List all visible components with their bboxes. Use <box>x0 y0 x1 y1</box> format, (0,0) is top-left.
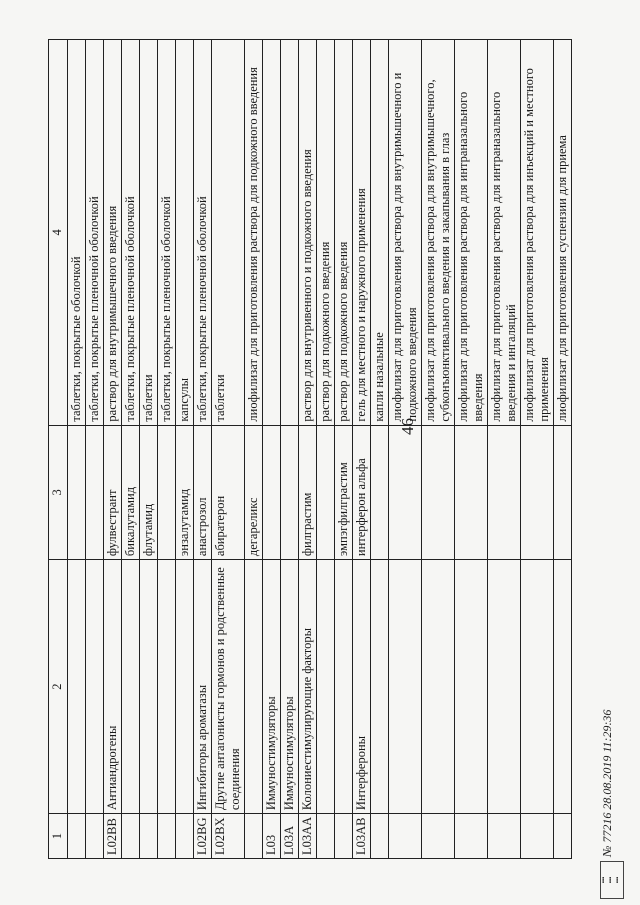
table-cell-c4: лиофилизат для приготовления раствора для инъекций и местного применения <box>521 40 554 426</box>
table-cell-c3 <box>389 425 422 560</box>
table-cell-c1 <box>245 814 263 859</box>
table-row <box>371 40 389 859</box>
table-cell-c4: таблетки, покрытые пленочной оболочкой <box>122 40 140 426</box>
table-cell-c1: L03AA <box>299 814 317 859</box>
table-cell-c3 <box>422 425 455 560</box>
table-cell-c1: L03 <box>263 814 281 859</box>
table-cell-c1 <box>371 814 389 859</box>
table-cell-c3: эмпэгфилграстим <box>335 425 353 560</box>
table-cell-c1 <box>122 814 140 859</box>
drug-table <box>48 39 572 859</box>
table-cell-c4: капли назальные <box>371 40 389 426</box>
table-cell-c2 <box>335 560 353 814</box>
table-cell-c4: раствор для внутримышечного введения <box>104 40 122 426</box>
table-cell-c3: энзалутамид <box>176 425 194 560</box>
table-cell-c2: Иммуностимуляторы <box>281 560 299 814</box>
table-cell-c2 <box>389 560 422 814</box>
table-cell-c4: лиофилизат для приготовления суспензии для приема <box>554 40 572 426</box>
table-cell-c1 <box>140 814 158 859</box>
table-cell-c4: таблетки <box>140 40 158 426</box>
table-cell-c2 <box>317 560 335 814</box>
registry-stamp-logo: ▪▪▪ ▪▪▪ ▪▪▪ <box>600 861 624 899</box>
table-cell-c4: капсулы <box>176 40 194 426</box>
table-row <box>353 40 371 859</box>
table-cell-c3 <box>455 425 488 560</box>
table-cell-c4: лиофилизат для приготовления раствора для внутримышечного, субконъюнктивального введения и закапывания в глаз <box>422 40 455 426</box>
table-row <box>212 40 245 859</box>
table-cell-c1 <box>335 814 353 859</box>
table-row <box>158 40 176 859</box>
table-cell-c3 <box>263 425 281 560</box>
table-cell-c2: Иммуностимуляторы <box>263 560 281 814</box>
table-row <box>335 40 353 859</box>
table-cell-c4: лиофилизат для приготовления раствора для подкожного введения <box>245 40 263 426</box>
table-cell-c4: таблетки, покрытые пленочной оболочкой <box>86 40 104 426</box>
table-cell-c3 <box>521 425 554 560</box>
table-cell-c1 <box>68 814 86 859</box>
header-cell: 4 <box>49 40 68 426</box>
table-row <box>521 40 554 859</box>
table-cell-c2 <box>455 560 488 814</box>
table-cell-c4: лиофилизат для приготовления раствора для интраназального введения и ингаляций <box>488 40 521 426</box>
table-cell-c4: таблетки <box>212 40 245 426</box>
table-row <box>140 40 158 859</box>
table-cell-c1 <box>176 814 194 859</box>
table-cell-c1 <box>521 814 554 859</box>
table-cell-c4: лиофилизат для приготовления раствора для внутримышечного и подкожного введения <box>389 40 422 426</box>
table-cell-c2 <box>422 560 455 814</box>
table-cell-c1 <box>317 814 335 859</box>
table-cell-c2 <box>371 560 389 814</box>
table-row <box>176 40 194 859</box>
table-cell-c2 <box>140 560 158 814</box>
table-cell-c4: гель для местного и наружного применения <box>353 40 371 426</box>
table-cell-c3 <box>158 425 176 560</box>
table-header-row <box>49 40 68 859</box>
table-cell-c3: интерферон альфа <box>353 425 371 560</box>
table-cell-c3: фулвестрант <box>104 425 122 560</box>
table-cell-c1: L02BG <box>194 814 212 859</box>
header-cell: 1 <box>49 814 68 859</box>
table-cell-c1: L02BB <box>104 814 122 859</box>
table-cell-c1: L03AB <box>353 814 371 859</box>
table-cell-c2 <box>245 560 263 814</box>
table-cell-c2: Антиандрогены <box>104 560 122 814</box>
table-cell-c4 <box>281 40 299 426</box>
table-cell-c1 <box>422 814 455 859</box>
table-cell-c2 <box>86 560 104 814</box>
table-cell-c3 <box>554 425 572 560</box>
table-cell-c1 <box>488 814 521 859</box>
table-cell-c2 <box>68 560 86 814</box>
table-cell-c2: Интерфероны <box>353 560 371 814</box>
table-cell-c4: таблетки, покрытые оболочкой <box>68 40 86 426</box>
table-cell-c4: раствор для подкожного введения <box>317 40 335 426</box>
footer-stamp: № 77216 28.08.2019 11:29:36 <box>600 709 614 857</box>
table-row <box>317 40 335 859</box>
table-cell-c4 <box>263 40 281 426</box>
table-cell-c3: флутамид <box>140 425 158 560</box>
table-row <box>122 40 140 859</box>
table-cell-c1 <box>455 814 488 859</box>
table-cell-c3: анастрозол <box>194 425 212 560</box>
table-cell-c2 <box>176 560 194 814</box>
table-cell-c2: Ингибиторы ароматазы <box>194 560 212 814</box>
table-cell-c3: дегареликс <box>245 425 263 560</box>
table-cell-c3 <box>488 425 521 560</box>
table-cell-c2: Другие антагонисты гормонов и родственные соединения <box>212 560 245 814</box>
table-row <box>299 40 317 859</box>
table-row <box>68 40 86 859</box>
table-cell-c3 <box>68 425 86 560</box>
table-cell-c4: лиофилизат для приготовления раствора для интраназального введения <box>455 40 488 426</box>
table-cell-c3 <box>86 425 104 560</box>
page-number: 46 <box>398 418 417 435</box>
table-cell-c4: раствор для подкожного введения <box>335 40 353 426</box>
table-cell-c3: бикалутамид <box>122 425 140 560</box>
table-cell-c4: таблетки, покрытые пленочной оболочкой <box>194 40 212 426</box>
table-cell-c1 <box>158 814 176 859</box>
table-row <box>455 40 488 859</box>
table-row <box>389 40 422 859</box>
table-cell-c2 <box>554 560 572 814</box>
table-cell-c1: L02BX <box>212 814 245 859</box>
table-cell-c1 <box>389 814 422 859</box>
table-cell-c1: L03A <box>281 814 299 859</box>
table-cell-c3 <box>317 425 335 560</box>
table-cell-c2: Колониестимулирующие факторы <box>299 560 317 814</box>
table-row <box>104 40 122 859</box>
table-cell-c3: филграстим <box>299 425 317 560</box>
table-row <box>245 40 263 859</box>
header-cell: 2 <box>49 560 68 814</box>
table-cell-c3 <box>371 425 389 560</box>
table-cell-c4: таблетки, покрытые пленочной оболочкой <box>158 40 176 426</box>
table-row <box>554 40 572 859</box>
table-cell-c2 <box>521 560 554 814</box>
table-cell-c3: абиратерон <box>212 425 245 560</box>
table-row <box>281 40 299 859</box>
table-cell-c4: раствор для внутривенного и подкожного введения <box>299 40 317 426</box>
table-cell-c2 <box>488 560 521 814</box>
table-cell-c2 <box>122 560 140 814</box>
table-cell-c2 <box>158 560 176 814</box>
table-cell-c1 <box>554 814 572 859</box>
table-row <box>263 40 281 859</box>
table-row <box>422 40 455 859</box>
table-row <box>194 40 212 859</box>
table-row <box>488 40 521 859</box>
table-cell-c1 <box>86 814 104 859</box>
table-row <box>86 40 104 859</box>
table-cell-c3 <box>281 425 299 560</box>
header-cell: 3 <box>49 425 68 560</box>
